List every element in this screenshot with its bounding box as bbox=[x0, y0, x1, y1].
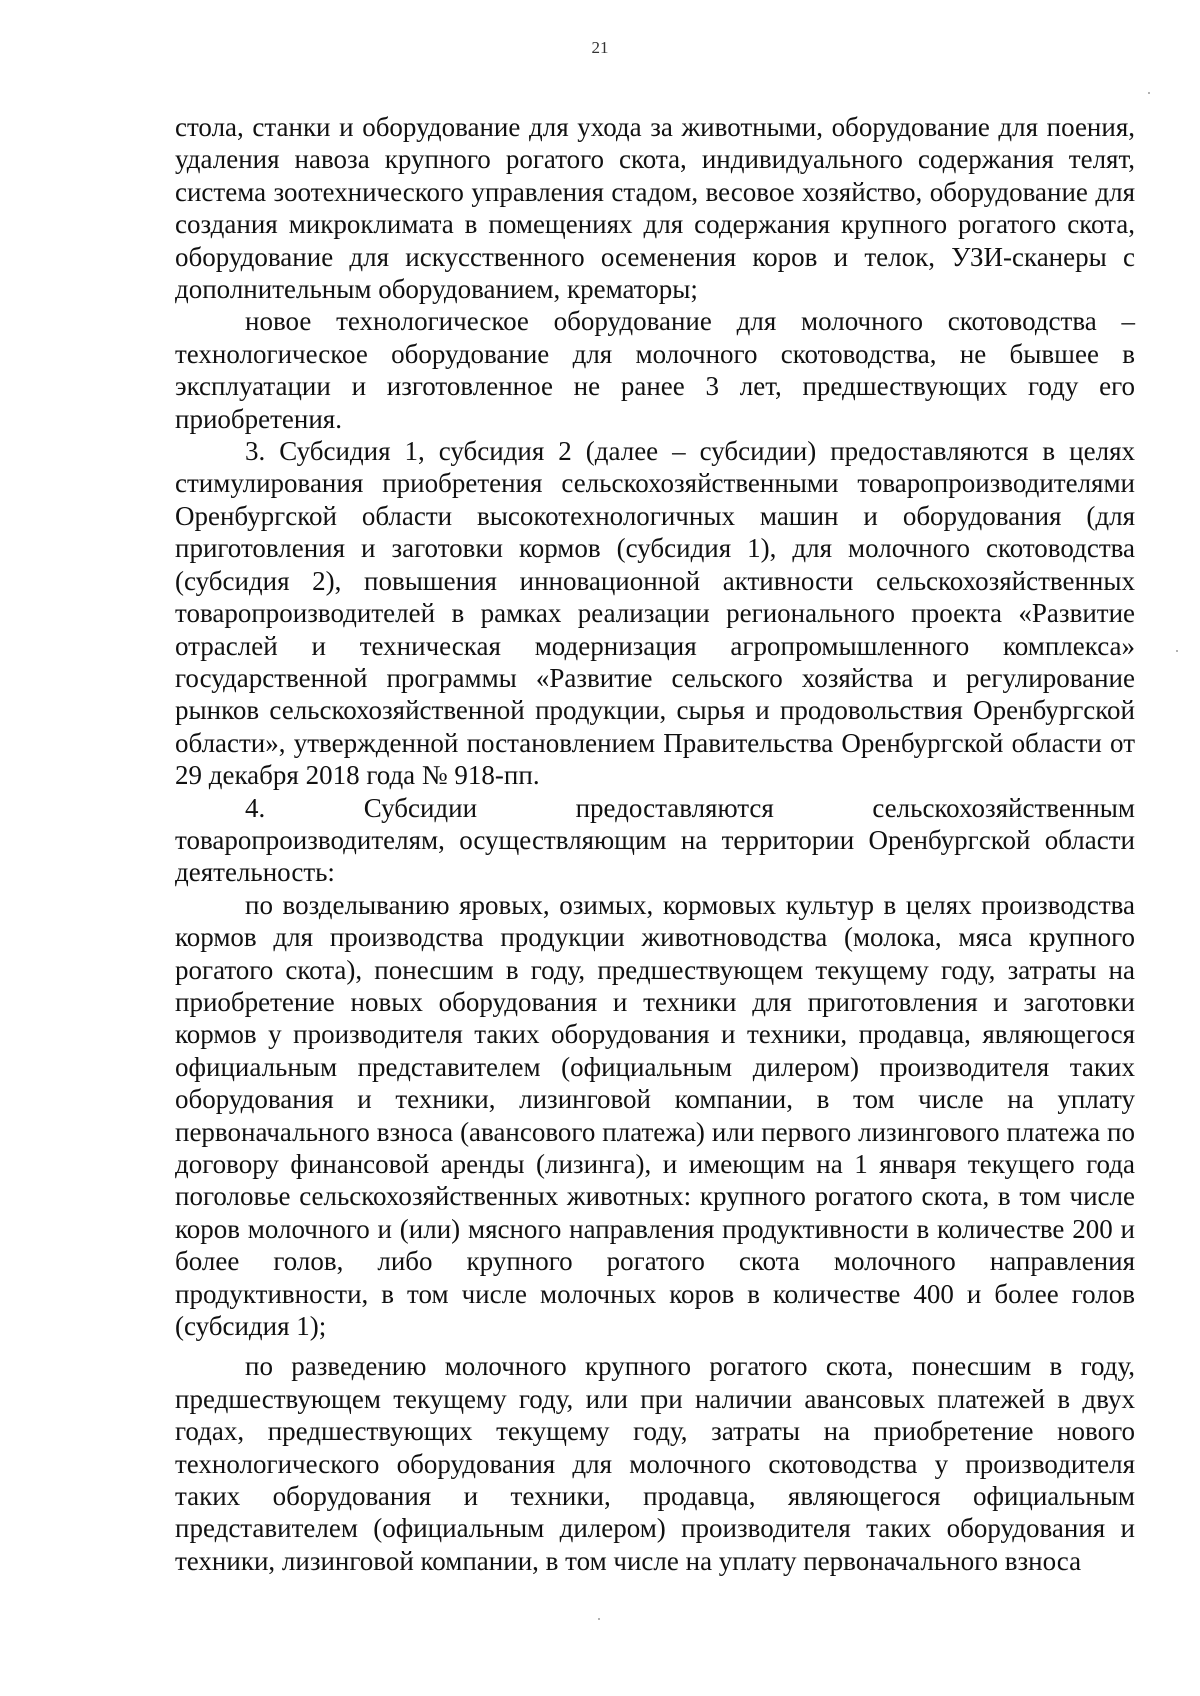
document-body bbox=[175, 111, 1135, 1577]
page-number: 21 bbox=[591, 38, 609, 57]
scan-speck bbox=[1148, 92, 1150, 94]
paragraph-subsidy-2-conditions: по разведению молочного крупного рогатого скота, понесшим в году, предшествующем текущему году, или при наличии авансовых платежей в двух годах, предшествующих текущему году, затраты на приобретение нового технологического оборудования для молочного скотоводства у производителя таких оборудования и техники, продавца, являющегося официальным представителем (официальным дилером) производителя таких оборудования и техники, лизинговой компании, в том числе на уплату первоначального взноса bbox=[175, 1351, 1135, 1576]
paragraph-new-equipment-definition: новое технологическое оборудование для молочного скотоводства – технологическое оборудование для молочного скотоводства, не бывшее в эксплуатации и изготовленное не ранее 3 лет, предшествующих году его приобретения. bbox=[175, 306, 1135, 434]
scan-speck bbox=[598, 1618, 600, 1620]
paragraph-subsidy-1-conditions: по возделыванию яровых, озимых, кормовых культур в целях производства кормов для производства продукции животноводства (молока, мяса крупного рогатого скота), понесшим в году, предшествующем текущему году, затраты на приобретение новых оборудования и техники для приготовления и заготовки кормов у производителя таких оборудования и техники, продавца, являющегося официальным представителем (официальным дилером) производителя таких оборудования и техники, лизинговой компании, в том числе на уплату первоначального взноса (авансового платежа) или первого лизингового платежа по договору финансовой аренды (лизинга), и имеющим на 1 января текущего года поголовье сельскохозяйственных животных: крупного рогатого скота, в том числе коров молочного и (или) мясного направления продуктивности в количестве 200 и более голов, либо крупного рогатого скота молочного направления продуктивности, в том числе молочных коров в количестве 400 и более голов (субсидия 1); bbox=[175, 889, 1135, 1342]
paragraph-clause-3: 3. Субсидия 1, субсидия 2 (далее – субсидии) предоставляются в целях стимулирования приобретения сельскохозяйственными товаропроизводителями Оренбургской области высокотехнологичных машин и оборудования (для приготовления и заготовки кормов (субсидия 1), для молочного скотоводства (субсидия 2), повышения инновационной активности сельскохозяйственных товаропроизводителей в рамках реализации регионального проекта «Развитие отраслей и техническая модернизация агропромышленного комплекса» государственной программы «Развитие сельского хозяйства и регулирование рынков сельскохозяйственной продукции, сырья и продовольствия Оренбургской области», утвержденной постановлением Правительства Оренбургской области от 29 декабря 2018 года № 918-пп. bbox=[175, 436, 1135, 791]
paragraph-clause-4: 4. Субсидии предоставляются сельскохозяйственным товаропроизводителям, осуществляющим на территории Оренбургской области деятельность: bbox=[175, 792, 1135, 888]
paragraph-equipment-list-continued: стола, станки и оборудование для ухода за животными, оборудование для поения, удаления навоза крупного рогатого скота, индивидуального содержания телят, система зоотехнического управления стадом, весовое хозяйство, оборудование для создания микроклимата в помещениях для содержания крупного рогатого скота, оборудование для искусственного осеменения коров и телок, УЗИ-сканеры с дополнительным оборудованием, крематоры; bbox=[175, 112, 1135, 305]
scan-speck bbox=[1176, 650, 1178, 652]
